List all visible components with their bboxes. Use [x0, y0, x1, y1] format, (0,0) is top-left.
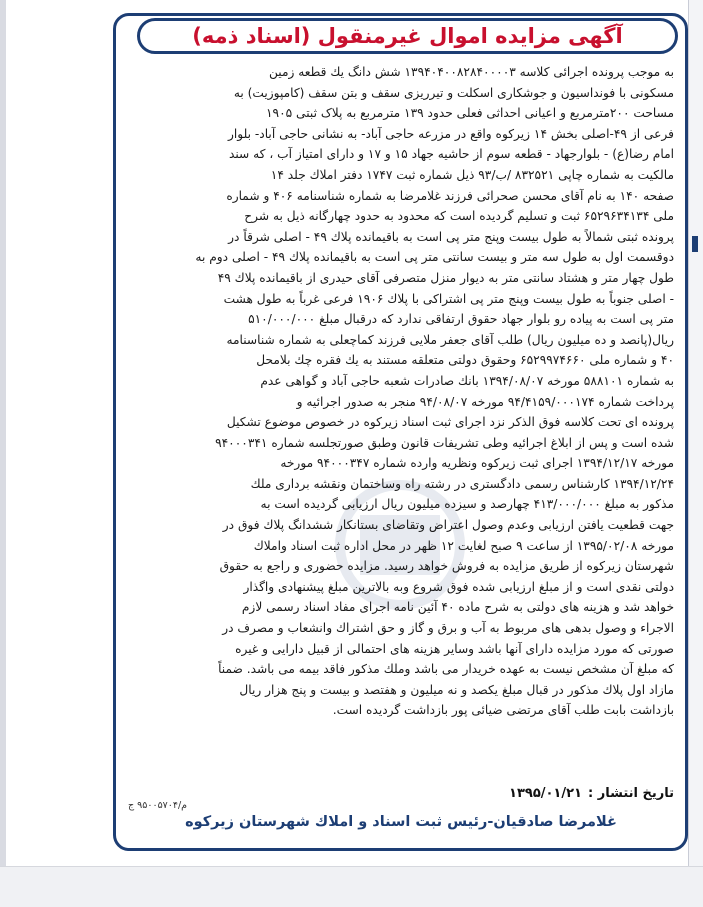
page-edge-bottom [0, 866, 703, 907]
body-line: پرونده ثبتی شمالاً به طول بیست وپنج متر پی است به باقیمانده پلاك ۴۹ - اصلی شرقاً در [228, 229, 674, 244]
body-line: به موجب پرونده اجرائی کلاسه ۱۳۹۴۰۴۰۰۸۲۸۴۰۰۰۰۳ شش دانگ یك قطعه زمین [268, 65, 674, 79]
body-line: دولتی نقدی است و از مبلغ ارزیابی شده فوق شروع وبه بالاترین مبلغ پیشنهادی واگذار [243, 579, 674, 594]
body-line: ۴۰ و شماره ملی ۶۵۲۹۹۷۴۶۶۰ وحقوق دولتی متعلقه مستند به یك فقره چك بلامحل [256, 353, 674, 368]
page-edge-right [688, 0, 703, 907]
body-line: بازداشت بابت طلب آقای مرتضی ضیائی پور بازداشت گردیده است. [332, 703, 674, 718]
body-line: صورتی که مورد مزایده دارای آنها باشد وسایر هزینه های احتمالی از قبیل دارایی و غیره [235, 641, 674, 656]
body-line: جهت قطعیت یافتن ارزیابی وعدم وصول اعتراض وتقاضای بستانکار ششدانگ پلاك فوق در [222, 518, 674, 533]
scroll-marker [692, 236, 698, 252]
body-line: خواهد شد و هزینه های دولتی به شرح ماده ۴۰ آئین نامه اجرای مفاد اسناد رسمی لازم [241, 600, 674, 615]
body-line: به شماره ۵۸۸۱۰۱ مورخه ۱۳۹۴/۰۸/۰۷ بانك صادرات شعبه حاجی آباد و گواهی عدم [260, 373, 674, 388]
body-line: طول چهار متر و هشتاد سانتی متر به دیوار منزل متصرفی آقای حیدری از باقیمانده پلاك ۴۹ [217, 270, 674, 285]
body-line: - اصلی جنوباً به طول بیست وپنج متر پی اشتراکی با پلاك ۱۹۰۶ فرعی غرباً به طول هشت [223, 291, 674, 306]
body-line: مذکور به مبلغ ۴۱۳/۰۰۰/۰۰۰ چهارصد و سیزده میلیون ریال ارزیابی گردیده است به [260, 497, 674, 512]
body-line: متر پی است به پیاده رو بلوار جهاد حقوق ارتفاقی ندارد که درقبال مبلغ ۵۱۰/۰۰۰/۰۰۰ [248, 312, 674, 327]
publish-date-label: تاریخ انتشار : [588, 785, 674, 801]
body-line: مساحت ۲۰۰مترمربع و اعیانی احداثی فعلی حدود ۱۳۹ مترمربع به پلاک ثبتی ۱۹۰۵ [266, 106, 674, 121]
body-line: دوقسمت اول به طول سه متر و بیست سانتی متر پی است به باقیمانده پلاك ۴۹ - اصلی دوم به [195, 250, 674, 265]
body-line: مسکونی با فونداسیون و جوشکاری اسکلت و تیرریزی سقف و بتن سقف (کامپوزیت) به [233, 85, 674, 100]
body-line: ملی ۶۵۲۹۶۳۴۱۳۴ ثبت و تسلیم گردیده است که محدود به حدود چهارگانه ذیل به شرح [244, 209, 674, 224]
body-line: شهرستان زیرکوه از طریق مزایده به فروش خواهد رسید. مزایده حضوری و راجع به حقوق [219, 559, 674, 574]
body-line: امام رضا(ع) - بلوارجهاد - قطعه سوم از حاشیه جهاد ۱۵ و ۱۷ و دارای امتیاز آب ، که سند [228, 147, 674, 162]
title-banner [137, 18, 678, 54]
body-line: صفحه ۱۴۰ به نام آقای محسن صحرائی فرزند غلامرضا به شماره شناسنامه ۴۰۶ و شماره [226, 188, 674, 203]
body-line: ۱۳۹۴/۱۲/۲۴ کارشناس رسمی دادگستری در رشته راه وساختمان ونقشه برداری ملك [250, 476, 674, 491]
body-line: که مبلغ آن مشخص نیست به عهده خریدار می باشد وملك مذکور فاقد بیمه می باشد. ضمناً [218, 662, 674, 677]
body-line: پرداخت شماره ۹۴/۴۱۵۹/۰۰۰۱۷۴ مورخه ۹۴/۰۸/۰۷ منجر به صدور اجرائیه و [296, 394, 674, 409]
body-line: مورخه ۱۳۹۴/۱۲/۱۷ اجرای ثبت زیرکوه ونظریه وارده شماره ۹۴۰۰۰۳۴۷ مورخه [280, 456, 674, 471]
notice-body [128, 62, 674, 806]
body-line: پرونده ای تحت کلاسه فوق الذکر نزد اجرای ثبت اسناد زیرکوه در خصوص موضوع تشکیل [226, 415, 674, 430]
body-line: مازاد اول پلاك مذکور در قبال مبلغ یکصد و نه میلیون و هفتصد و بیست و پنج هزار ریال [239, 682, 674, 697]
notice-title: آگهی مزایده اموال غیرمنقول (اسناد ذمه) [192, 24, 623, 48]
signature: غلامرضا صادقیان-رئیس ثبت اسناد و املاك شهرستان زیرکوه [185, 814, 617, 830]
reference-code: م/۹۵۰۰۵۷۰۴ ج [128, 800, 188, 811]
body-line: الاجراء و وصول بدهی های مربوط به آب و برق و گاز و حق اشتراك وانشعاب و مصرف در [222, 621, 674, 636]
body-line: شده است و پس از ابلاغ اجرائیه وطی تشریفات قانون وطبق صورتجلسه شماره ۹۴۰۰۰۳۴۱ [215, 435, 674, 450]
publish-date-value: ۱۳۹۵/۰۱/۲۱ [509, 785, 582, 801]
body-line: ریال(پانصد و ده میلیون ریال) طلب آقای جعفر ملایی فرزند کماچعلی به شماره شناسنامه [226, 332, 674, 347]
body-line: فرعی از ۴۹-اصلی بخش ۱۴ زیرکوه واقع در مزرعه حاجی آباد- به نشانی حاجی آباد- بلوار [228, 126, 674, 141]
body-line: مالکیت به شماره چاپی ۸۳۲۵۲۱ /ب/۹۳ ذیل شماره ثبت ۱۷۴۷ دفتر املاك جلد ۱۴ [270, 167, 674, 182]
body-line: مورخه ۱۳۹۵/۰۲/۰۸ از ساعت ۹ صبح لغایت ۱۲ ظهر در محل اداره ثبت اسناد واملاك [253, 538, 674, 553]
page-edge-left [0, 0, 6, 907]
